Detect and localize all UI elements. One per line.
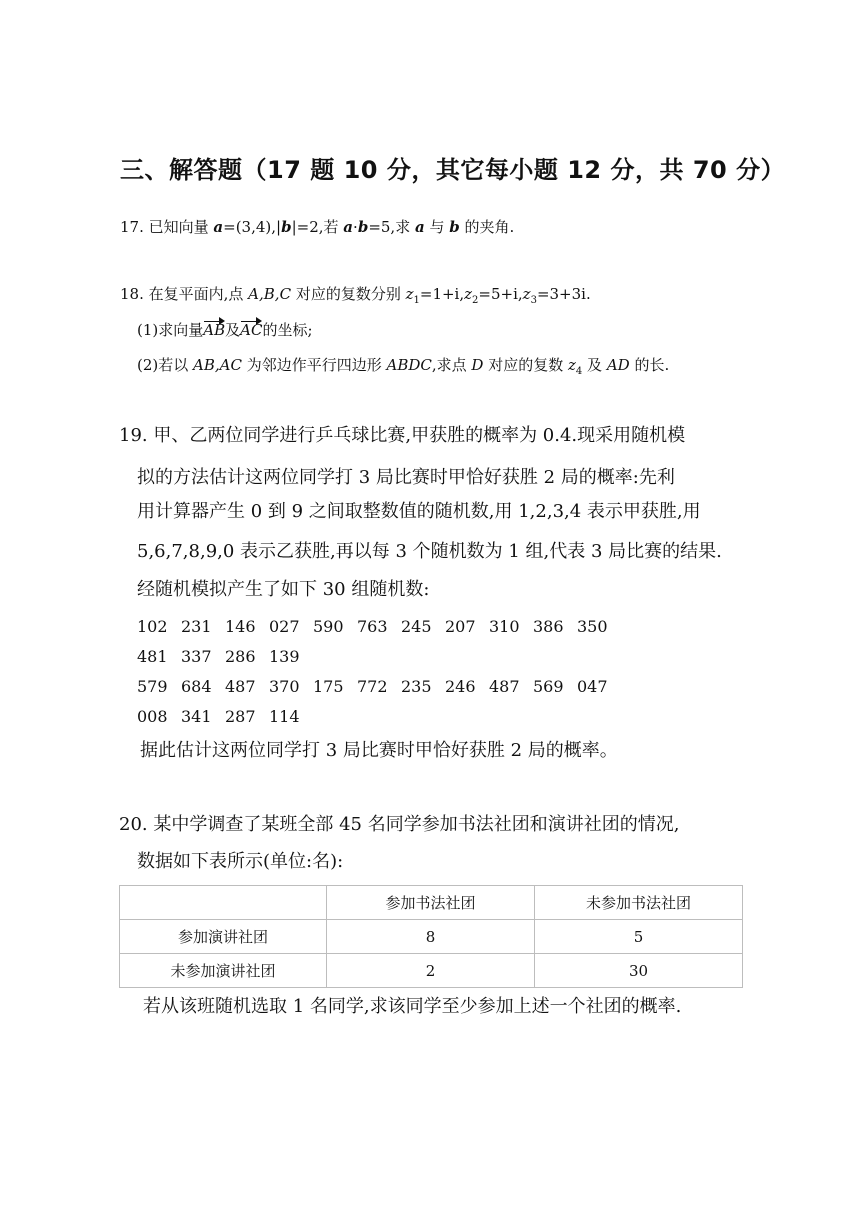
random-number-row xyxy=(137,617,621,636)
random-number: 047 xyxy=(577,677,608,696)
table-row-label: 未参加演讲社团 xyxy=(120,954,327,988)
random-number: 569 xyxy=(533,677,564,696)
q19-line: 5,6,7,8,9,0 表示乙获胜,再以每 3 个随机数为 1 组,代表 3 局比赛的结果. xyxy=(137,541,722,562)
q18-part2-text: (2)若以 xyxy=(137,356,194,374)
random-number: 102 xyxy=(137,617,168,636)
dot-operator: · xyxy=(353,218,358,236)
question-18-part-2 xyxy=(137,355,669,382)
z3-subscript: 3 xyxy=(530,295,537,306)
q17-text: 与 xyxy=(424,218,450,236)
random-number: 245 xyxy=(401,617,432,636)
random-number: 772 xyxy=(357,677,388,696)
section-heading: 三、解答题（17 题 10 分，其它每小题 12 分，共 70 分） xyxy=(120,156,786,184)
question-17 xyxy=(120,217,514,237)
q18-part2-text: ,求点 xyxy=(431,356,472,374)
q18-part2-text: 及 xyxy=(582,356,607,374)
table-cell: 2 xyxy=(327,954,535,988)
random-number: 487 xyxy=(225,677,256,696)
vector-ab: AB xyxy=(203,321,226,339)
random-number: 008 xyxy=(137,707,168,726)
vector-a: a xyxy=(343,218,354,236)
random-number: 235 xyxy=(401,677,432,696)
random-number: 341 xyxy=(181,707,212,726)
random-number: 487 xyxy=(489,677,520,696)
table-cell: 8 xyxy=(327,920,535,954)
random-number: 386 xyxy=(533,617,564,636)
random-number: 287 xyxy=(225,707,256,726)
table-cell: 30 xyxy=(535,954,743,988)
q17-text: 17. 已知向量 xyxy=(120,218,214,236)
vector-b: b xyxy=(281,218,292,236)
vector-b: b xyxy=(449,218,460,236)
random-number: 246 xyxy=(445,677,476,696)
table-header-row xyxy=(120,886,743,920)
q18-part2-text: 的长. xyxy=(629,356,670,374)
q19-line: 经随机模拟产生了如下 30 组随机数: xyxy=(137,579,430,600)
table-cell: 5 xyxy=(535,920,743,954)
table-header-cell: 未参加书法社团 xyxy=(535,886,743,920)
q19-line: 拟的方法估计这两位同学打 3 局比赛时甲恰好获胜 2 局的概率:先利 xyxy=(137,467,675,488)
random-number: 590 xyxy=(313,617,344,636)
random-number: 350 xyxy=(577,617,608,636)
random-number: 207 xyxy=(445,617,476,636)
q18-part2-text: 对应的复数 xyxy=(483,356,568,374)
question-18-stem xyxy=(120,284,591,311)
q19-line: 19. 甲、乙两位同学进行乒乓球比赛,甲获胜的概率为 0.4.现采用随机模 xyxy=(119,425,686,446)
club-participation-table xyxy=(119,885,743,988)
random-number: 175 xyxy=(313,677,344,696)
random-number: 579 xyxy=(137,677,168,696)
question-18-part-1 xyxy=(137,320,313,340)
vector-a: a xyxy=(414,218,425,236)
random-number: 027 xyxy=(269,617,300,636)
random-number: 231 xyxy=(181,617,212,636)
random-number: 310 xyxy=(489,617,520,636)
z1-subscript: 1 xyxy=(413,295,420,306)
q17-text: |=2,若 xyxy=(291,218,344,236)
z1-symbol: z xyxy=(405,285,414,303)
q18-part2-text: 为邻边作平行四边形 xyxy=(241,356,387,374)
q18-sides: AB,AC xyxy=(193,356,242,374)
random-number: 139 xyxy=(269,647,300,666)
q17-text: =5,求 xyxy=(368,218,415,236)
random-number-row xyxy=(137,677,621,696)
z2-subscript: 2 xyxy=(472,295,479,306)
q19-line: 用计算器产生 0 到 9 之间取整数值的随机数,用 1,2,3,4 表示甲获胜,用 xyxy=(137,501,701,522)
q19-conclusion: 据此估计这两位同学打 3 局比赛时甲恰好获胜 2 局的概率。 xyxy=(140,740,618,761)
q17-text: 的夹角. xyxy=(459,218,515,236)
z4-subscript: 4 xyxy=(575,366,583,377)
q18-point-d: D xyxy=(471,356,484,374)
z2-symbol: z xyxy=(464,285,473,303)
table-header-cell: 参加书法社团 xyxy=(327,886,535,920)
q18-text: 对应的复数分别 xyxy=(291,285,406,303)
random-number: 370 xyxy=(269,677,300,696)
q18-text: 18. 在复平面内,点 xyxy=(120,285,249,303)
q20-line: 数据如下表所示(单位:名): xyxy=(137,851,344,872)
z3-symbol: z xyxy=(522,285,531,303)
q18-part1-text: 及 xyxy=(225,321,241,339)
random-number: 763 xyxy=(357,617,388,636)
vector-ac: AC xyxy=(240,321,263,339)
table-row xyxy=(120,920,743,954)
random-number: 114 xyxy=(269,707,300,726)
q18-segment-ad: AD xyxy=(606,356,630,374)
q18-parallelogram: ABDC xyxy=(386,356,432,374)
q20-question: 若从该班随机选取 1 名同学,求该同学至少参加上述一个社团的概率. xyxy=(143,996,682,1017)
random-number: 146 xyxy=(225,617,256,636)
z3-value: =3+3i. xyxy=(536,285,591,303)
table-row-label: 参加演讲社团 xyxy=(120,920,327,954)
z4-symbol: z xyxy=(568,356,576,374)
vector-a: a xyxy=(213,218,224,236)
q18-part1-text: (1)求向量 xyxy=(137,321,204,339)
vector-b: b xyxy=(357,218,369,236)
q17-text: =(3,4),| xyxy=(223,218,282,236)
table-row xyxy=(120,954,743,988)
random-number: 337 xyxy=(181,647,212,666)
random-number: 286 xyxy=(225,647,256,666)
random-number-row xyxy=(137,707,313,726)
q20-line: 20. 某中学调查了某班全部 45 名同学参加书法社团和演讲社团的情况, xyxy=(119,814,680,835)
random-number: 684 xyxy=(181,677,212,696)
random-number: 481 xyxy=(137,647,168,666)
z1-value: =1+i, xyxy=(419,285,465,303)
q18-part1-text: 的坐标; xyxy=(262,321,313,339)
q18-points: A,B,C xyxy=(248,285,292,303)
table-header-cell xyxy=(120,886,327,920)
random-number-row xyxy=(137,647,313,666)
z2-value: =5+i, xyxy=(478,285,523,303)
